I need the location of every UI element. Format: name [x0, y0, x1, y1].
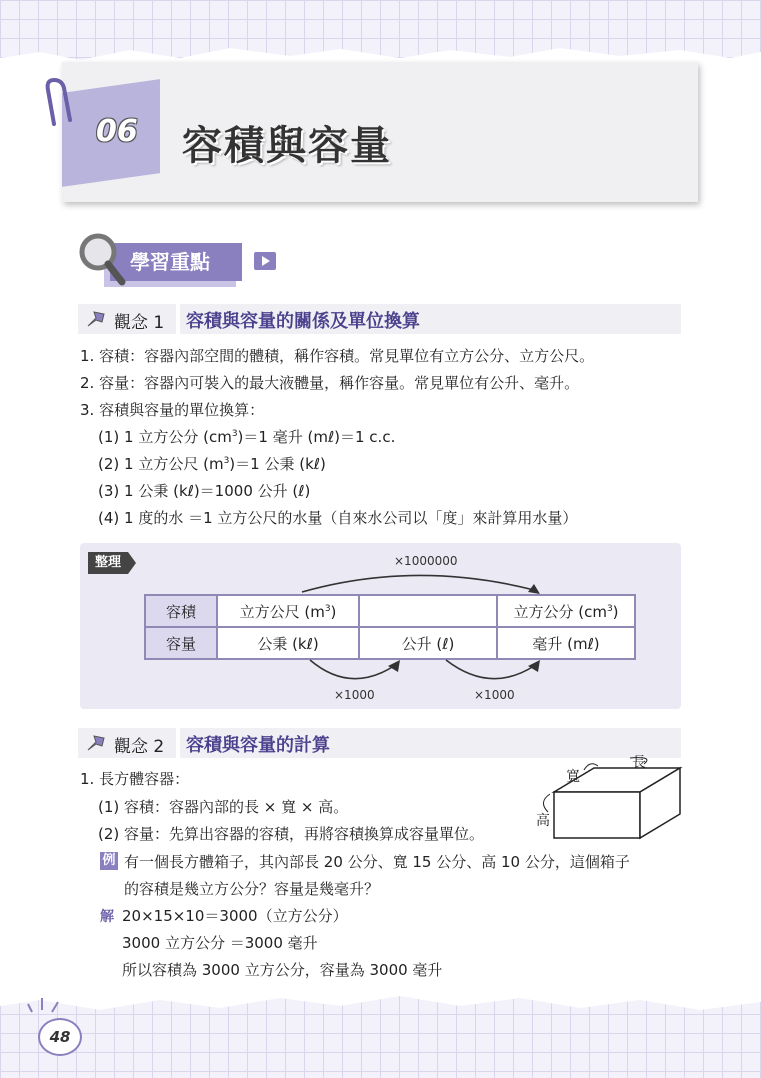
paperclip-icon: [40, 76, 100, 136]
conversion-item-4: (4) 1 度的水 ＝1 立方公尺的水量（自來水公司以「度」來計算用水量）: [98, 509, 578, 527]
conversion-item-2: (2) 1 立方公尺 $(m^3)=1$ 公秉 (kℓ): [98, 455, 326, 473]
pushpin-icon: [84, 732, 110, 754]
table-cell: 立方公分 $(cm^3)$: [497, 595, 635, 627]
concept1-line-3: 3. 容積與容量的單位換算：: [80, 401, 265, 419]
concept2-separator: [176, 728, 180, 758]
height-label: 高: [536, 813, 550, 829]
bottom-multiplier-right: ×1000: [474, 688, 515, 702]
summary-tag: 整理: [88, 552, 128, 574]
solution-line-3: 所以容積為 3000 立方公分，容量為 3000 毫升: [122, 961, 443, 979]
width-label: 寬: [566, 769, 580, 785]
concept1-separator: [176, 304, 180, 334]
magnifier-icon: [76, 232, 126, 288]
table-cell: 公秉 (kℓ): [217, 627, 359, 659]
example-tag: 例: [100, 852, 118, 870]
bottom-multiplier-left: ×1000: [334, 688, 375, 702]
video-play-icon[interactable]: [254, 252, 276, 270]
concept1-line-2: 2. 容量：容器內可裝入的最大液體量，稱作容量。常見單位有公升、毫升。: [80, 374, 580, 392]
pushpin-icon: [84, 308, 110, 330]
chapter-number: 06: [96, 114, 138, 149]
concept2-line-1: 1. 長方體容器：: [80, 770, 190, 788]
row-head: 容量: [145, 627, 217, 659]
torn-paper-edge-bottom: [0, 988, 761, 1018]
example-line-2: 的容積是幾立方公分？容量是幾毫升？: [124, 880, 380, 898]
top-multiplier: ×1000000: [394, 554, 458, 568]
table-cell: [359, 595, 497, 627]
cuboid-diagram: [534, 752, 694, 848]
concept2-label: 觀念 2: [114, 737, 165, 757]
concept2-line-2: (1) 容積：容器內部的長 × 寬 × 高。: [98, 798, 349, 816]
key-points-label: 學習重點: [110, 243, 242, 281]
solution-line-2: 3000 立方公分 ＝3000 毫升: [122, 934, 318, 952]
table-row: [145, 627, 635, 659]
length-label: 長: [632, 755, 646, 771]
concept1-line-1: 1. 容積：容器內部空間的體積，稱作容積。常見單位有立方公分、立方公尺。: [80, 347, 595, 365]
conversion-item-1: (1) 1 立方公分 $(cm^3)=1$ 毫升 (mℓ)＝1 c.c.: [98, 428, 396, 446]
row-head: 容積: [145, 595, 217, 627]
table-row: [145, 595, 635, 627]
sparkle-icon: [26, 996, 66, 1016]
solution-line-1: 20×15×10＝3000（立方公分）: [122, 907, 348, 925]
concept2-title: 容積與容量的計算: [186, 735, 330, 756]
concept1-header: [78, 304, 681, 334]
concept2-line-3: (2) 容量：先算出容器的容積，再將容積換算成容量單位。: [98, 825, 485, 843]
summary-tag-arrow: [128, 552, 136, 574]
solution-tag: 解: [100, 909, 114, 925]
table-cell: 毫升 (mℓ): [497, 627, 635, 659]
table-cell: 立方公尺 $(m^3)$: [217, 595, 359, 627]
concept1-title: 容積與容量的關係及單位換算: [186, 311, 420, 332]
concept1-label: 觀念 1: [114, 313, 165, 333]
conversion-item-3: (3) 1 公秉 (kℓ)＝1000 公升 (ℓ): [98, 482, 311, 500]
unit-conversion-table: [144, 594, 636, 660]
table-cell: 公升 (ℓ): [359, 627, 497, 659]
page-number: 48: [38, 1018, 82, 1056]
example-line-1: 有一個長方體箱子，其內部長 20 公分、寬 15 公分、高 10 公分，這個箱子: [124, 853, 630, 871]
chapter-title: 容積與容量: [182, 123, 392, 169]
bottom-arrows: [300, 656, 560, 690]
